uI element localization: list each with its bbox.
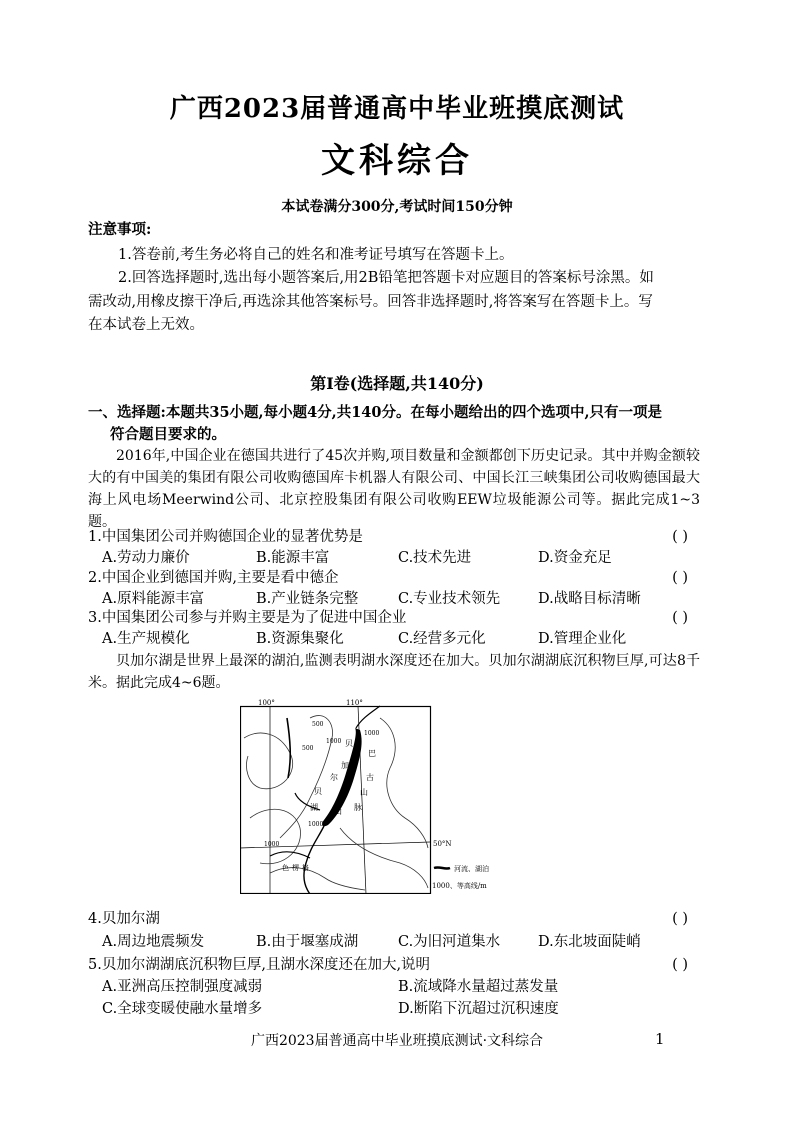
map-place-char: 尔	[330, 773, 338, 782]
lon-label: 110°	[346, 699, 363, 707]
option-b: B.产业链条完整	[256, 591, 359, 607]
option-a: A.劳动力廉价	[102, 550, 190, 566]
note-2-line-3: 在本试卷上无效。	[88, 317, 204, 333]
answer-paren: ( )	[672, 911, 688, 927]
option-a: A.亚洲高压控制强度减弱	[102, 979, 263, 995]
option-d: D.资金充足	[538, 550, 612, 566]
contour-label: 1000	[308, 821, 324, 828]
option-b: B.资源集聚化	[256, 631, 344, 647]
question-5-stem: 5.贝加尔湖湖底沉积物巨厚,且湖水深度还在加大,说明	[88, 957, 431, 973]
section-instruction-line-2: 符合题目要求的。	[110, 426, 226, 443]
subject-title: 文科综合	[321, 141, 473, 181]
passage-2: 贝加尔湖是世界上最深的湖泊,监测表明湖水深度还在加大。贝加尔湖湖底沉积物巨厚,可达8千米。据此完成4~6题。	[88, 653, 700, 691]
option-d: D.东北坡面陡峭	[538, 934, 641, 950]
answer-paren: ( )	[672, 957, 688, 973]
notes-heading: 注意事项:	[88, 221, 152, 238]
map-place-char: 格	[302, 864, 309, 872]
exam-title: 广西2023届普通高中毕业班摸底测试	[169, 94, 625, 124]
exam-info: 本试卷满分300分,考试时间150分钟	[281, 199, 513, 215]
map-place-char: 山	[334, 807, 342, 816]
legend-river-label: 河流、湖泊	[454, 865, 489, 873]
option-c: C.专业技术领先	[398, 591, 501, 607]
question-5	[88, 954, 700, 976]
section-instruction-line-1: 一、选择题:本题共35小题,每小题4分,共140分。在每小题给出的四个选项中,只有一项是	[88, 404, 663, 421]
passage-1: 2016年,中国企业在德国共进行了45次并购,项目数量和金额都创下历史记录。其中并购金额较大的有中国美的集团有限公司收购德国库卡机器人有限公司、中国长江三峡集团公司收购德国最大海上风电场Meerwind公司、北京控股集团有限公司收购EEW垃圾能源公司等。据此完成1~3题。	[88, 448, 700, 530]
note-2-line-1: 2.回答选择题时,选出每小题答案后,用2B铅笔把答题卡对应题目的答案标号涂黑。如	[118, 270, 654, 286]
question-4	[88, 908, 700, 930]
map-place-char: 脉	[354, 803, 362, 812]
lat-label: 50°N	[433, 840, 452, 848]
section-title: 第Ⅰ卷(选择题,共140分)	[310, 374, 484, 393]
option-c: C.技术先进	[398, 550, 472, 566]
map-place-char: 楞	[292, 864, 299, 872]
contour-label: 1000	[364, 730, 380, 737]
legend-river-icon	[434, 867, 450, 868]
option-c: C.经营多元化	[398, 631, 486, 647]
map-place-char: 山	[360, 788, 368, 797]
question-3-stem: 3.中国集团公司参与并购主要是为了促进中国企业	[88, 610, 407, 626]
map-place-char: 古	[366, 773, 374, 782]
answer-paren: ( )	[672, 529, 688, 545]
option-c: C.全球变暖使融水量增多	[102, 1001, 263, 1017]
map-place-char: 湖	[310, 803, 318, 812]
question-1	[88, 526, 700, 548]
answer-paren: ( )	[672, 570, 688, 586]
question-2	[88, 567, 700, 589]
question-3	[88, 607, 700, 629]
option-d: D.战略目标清晰	[538, 591, 641, 607]
option-a: A.生产规模化	[102, 631, 190, 647]
option-b: B.流域降水量超过蒸发量	[398, 979, 559, 995]
page-footer: 广西2023届普通高中毕业班摸底测试·文科综合	[250, 1033, 544, 1049]
map-place-char: 巴	[368, 749, 376, 758]
option-d: D.管理企业化	[538, 631, 627, 647]
map-place-char: 贝	[314, 787, 322, 796]
note-2-line-2: 需改动,用橡皮擦干净后,再选涂其他答案标号。回答非选择题时,将答案写在答题卡上。写	[88, 294, 653, 310]
map-place-char: 贝	[345, 739, 353, 748]
question-4-stem: 4.贝加尔湖	[88, 911, 160, 927]
option-b: B.能源丰富	[256, 550, 330, 566]
note-1: 1.答卷前,考生务必将自己的姓名和准考证号填写在答题卡上。	[118, 247, 514, 263]
page-number: 1	[655, 1030, 665, 1048]
legend-contour-label: 1000、等高线/m	[432, 882, 487, 890]
lon-label: 100°	[258, 699, 275, 707]
option-d: D.断陷下沉超过沉积速度	[398, 1001, 559, 1017]
answer-paren: ( )	[672, 610, 688, 626]
contour-label: 1000	[264, 841, 280, 848]
option-c: C.为旧河道集水	[398, 934, 501, 950]
option-a: A.原料能源丰富	[102, 591, 205, 607]
baikal-map	[240, 698, 518, 894]
question-2-stem: 2.中国企业到德国并购,主要是看中德企	[88, 570, 339, 586]
contour-label: 1000	[326, 738, 342, 745]
contour-label: 500	[302, 745, 314, 752]
contour-label: 500	[312, 721, 324, 728]
option-a: A.周边地震频发	[102, 934, 205, 950]
question-1-stem: 1.中国集团公司并购德国企业的显著优势是	[88, 529, 363, 545]
map-place-char: 加	[341, 761, 349, 770]
map-place-char: 色	[282, 864, 289, 872]
option-b: B.由于堰塞成湖	[256, 934, 359, 950]
